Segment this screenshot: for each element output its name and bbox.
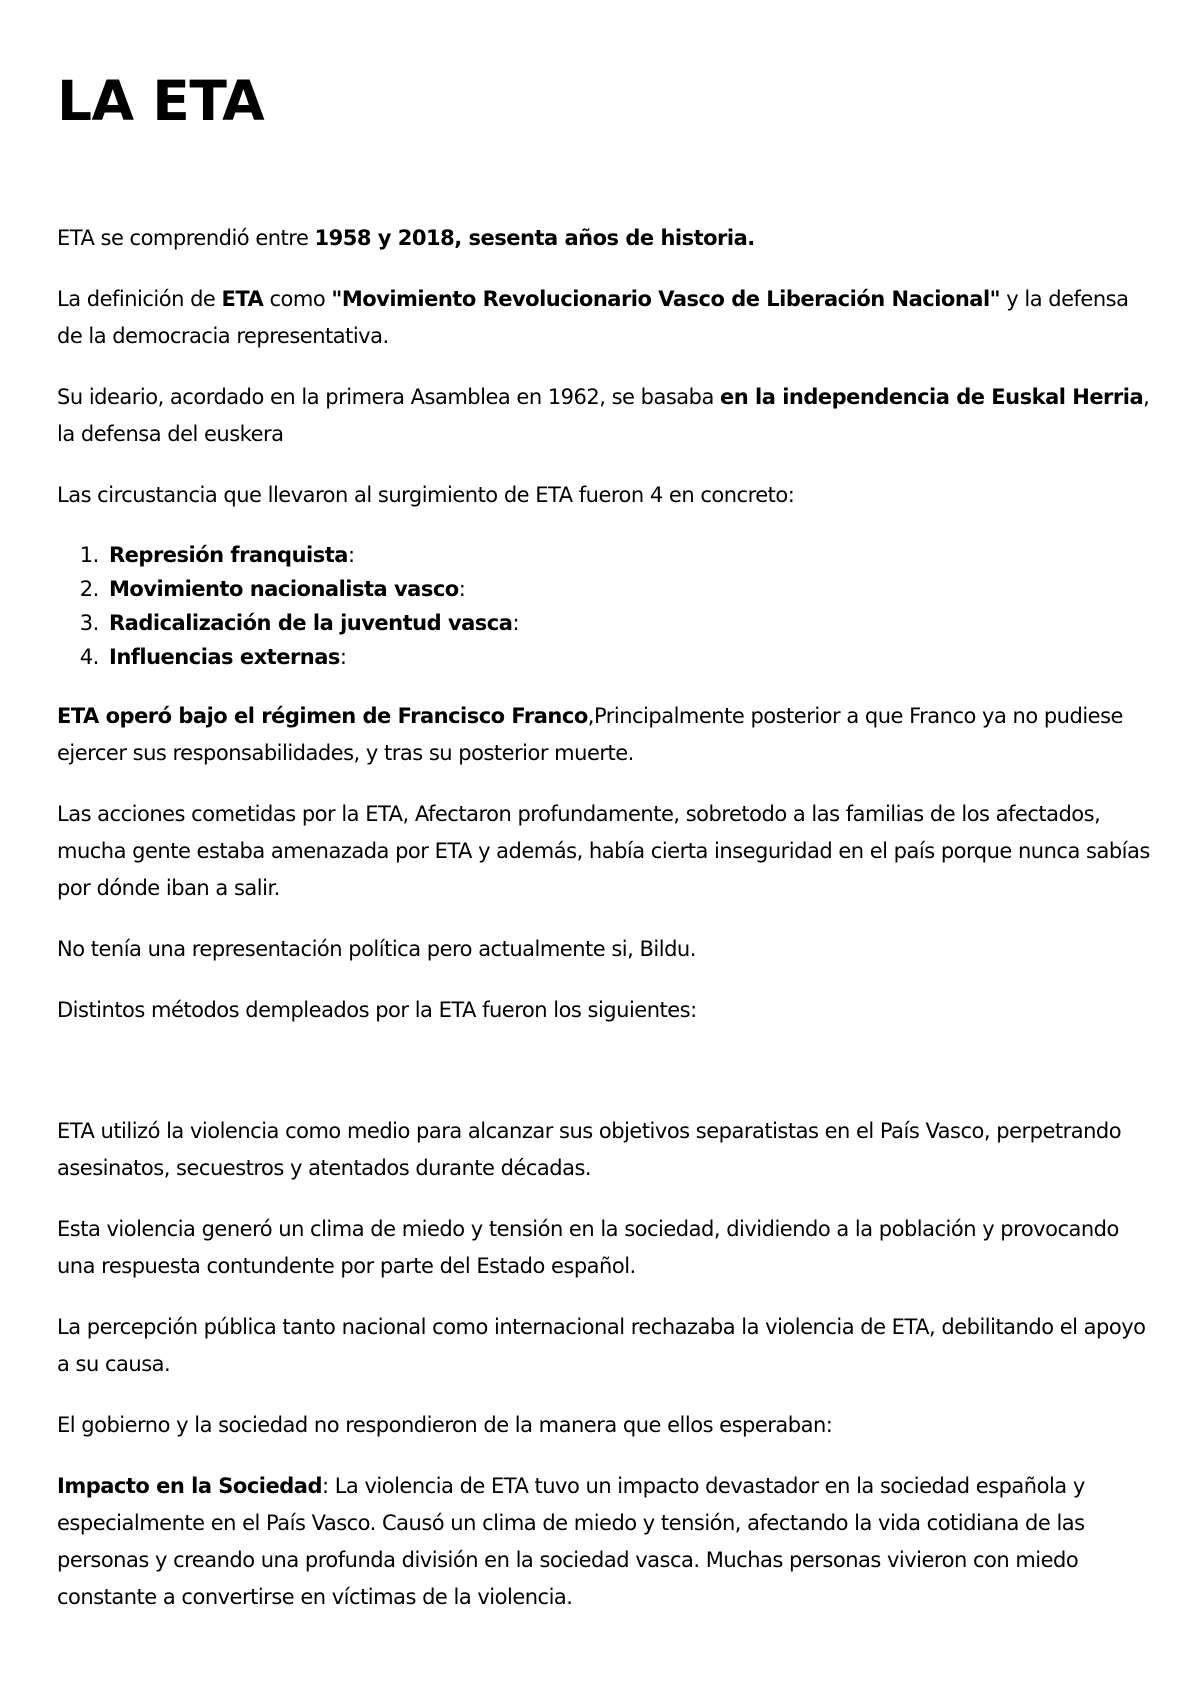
text: como (263, 287, 332, 311)
bold-text: Impacto en la Sociedad (57, 1474, 322, 1498)
list-item (105, 538, 1157, 572)
list-item-suffix: : (339, 645, 347, 669)
paragraph-methods: Distintos métodos dempleados por la ETA fueron los siguientes: (57, 998, 697, 1022)
paragraph-circumstances: Las circustancia que llevaron al surgimiento de ETA fueron 4 en concreto: (57, 483, 795, 507)
text: La definición de (57, 287, 222, 311)
paragraph-violence: ETA utilizó la violencia como medio para alcanzar sus objetivos separatistas en el País Vasco, perpetrando asesinatos, secuestros y atentados durante décadas. (57, 1119, 1122, 1180)
text: y la defensa de la democracia representativa. (57, 287, 1129, 348)
list-item-suffix: : (512, 611, 520, 635)
circumstances-list (57, 538, 1157, 674)
paragraph-definition (57, 281, 1157, 355)
document-page (57, 56, 1157, 1640)
paragraph-climate: Esta violencia generó un clima de miedo y tensión en la sociedad, dividiendo a la población y provocando una respuesta contundente por parte del Estado español. (57, 1217, 1119, 1278)
bold-text: 1958 y 2018, sesenta años de historia. (314, 226, 755, 250)
list-item-suffix: : (347, 543, 355, 567)
bold-text: en la independencia de Euskal Herria (720, 385, 1144, 409)
list-item-label: Movimiento nacionalista vasco (109, 577, 459, 601)
bold-text: "Movimiento Revolucionario Vasco de Liberación Nacional" (331, 287, 1001, 311)
list-item (105, 572, 1157, 606)
list-item-label: Radicalización de la juventud vasca (109, 611, 513, 635)
page-title: LA ETA (57, 69, 265, 133)
text: , la defensa del euskera (57, 385, 1150, 446)
paragraph-actions: Las acciones cometidas por la ETA, Afectaron profundamente, sobretodo a las familias de los afectados, mucha gente estaba amenazada por ETA y además, había cierta inseguridad en el país porque nunca sabías por dónde iban a salir. (57, 802, 1150, 900)
bold-text: ETA operó bajo el régimen de Francisco Franco (57, 704, 588, 728)
text: Su ideario, acordado en la primera Asamblea en 1962, se basaba (57, 385, 721, 409)
list-item (105, 640, 1157, 674)
text: ETA se comprendió entre (57, 226, 315, 250)
list-item (105, 606, 1157, 640)
text: : La violencia de ETA tuvo un impacto devastador en la sociedad española y especialmente en el País Vasco. Causó un clima de miedo y tensión, afectando la vida cotidiana de las personas y creando una profunda división en la sociedad vasca. Muchas personas vivieron con miedo constante a convertirse en víctimas de la violencia. (57, 1474, 1085, 1609)
paragraph-franco (57, 698, 1157, 772)
paragraph-response: El gobierno y la sociedad no respondieron de la manera que ellos esperaban: (57, 1413, 833, 1437)
text: ,Principalmente posterior a que Franco ya no pudiese ejercer sus responsabilidades, y tras su posterior muerte. (57, 704, 1123, 765)
paragraph-ideology (57, 379, 1157, 453)
document-body (57, 220, 1157, 1616)
list-item-label: Influencias externas (109, 645, 340, 669)
bold-text: ETA (221, 287, 264, 311)
list-item-suffix: : (458, 577, 466, 601)
paragraph-political: No tenía una representación política pero actualmente si, Bildu. (57, 937, 696, 961)
list-item-label: Represión franquista (109, 543, 348, 567)
paragraph-perception: La percepción pública tanto nacional como internacional rechazaba la violencia de ETA, debilitando el apoyo a su causa. (57, 1315, 1146, 1376)
paragraph-impact (57, 1468, 1157, 1616)
paragraph-period (57, 220, 1157, 257)
